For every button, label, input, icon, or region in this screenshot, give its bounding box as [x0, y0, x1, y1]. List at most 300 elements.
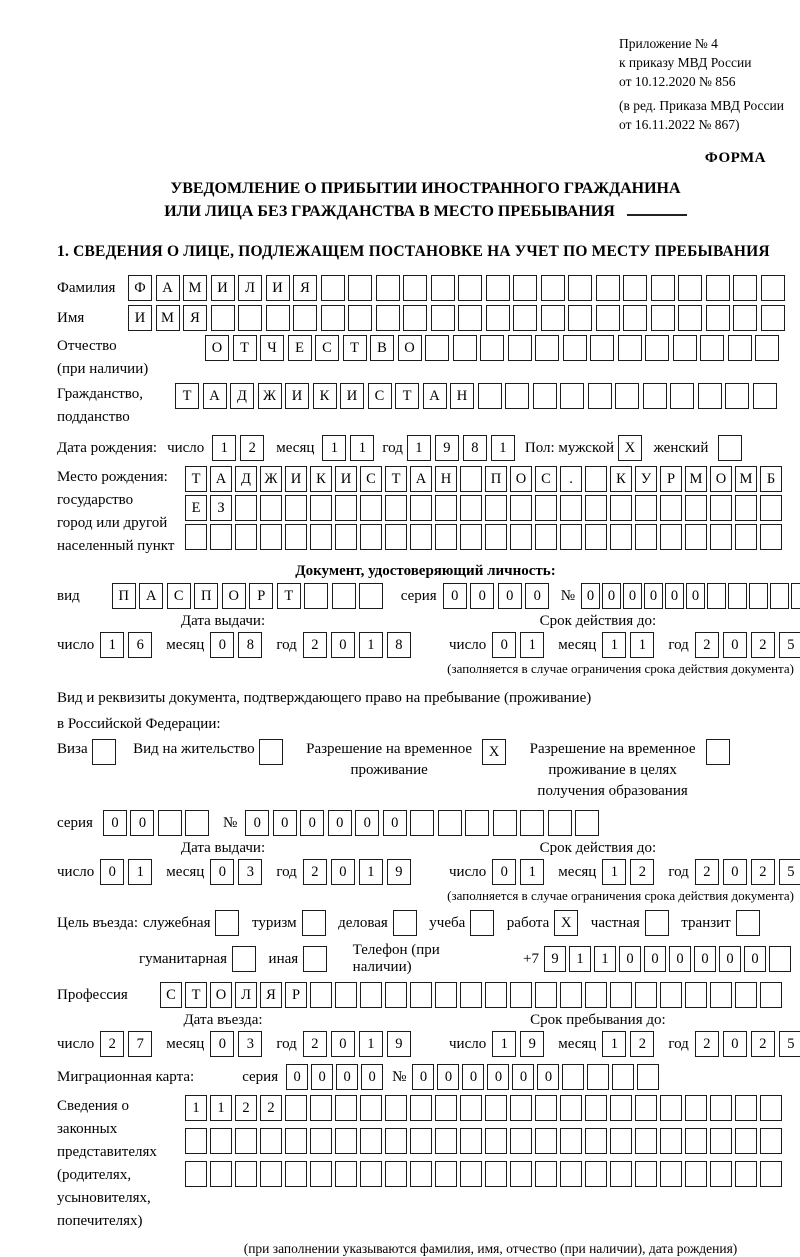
char-cell[interactable] — [585, 1128, 607, 1154]
char-cell[interactable]: И — [285, 383, 309, 409]
char-cell[interactable] — [460, 1095, 482, 1121]
char-cell[interactable] — [285, 1161, 307, 1187]
char-cell[interactable] — [575, 810, 599, 836]
char-cell[interactable] — [596, 305, 620, 331]
char-cell[interactable] — [610, 982, 632, 1008]
char-cell[interactable]: 1 — [322, 435, 346, 461]
char-cell[interactable] — [431, 305, 455, 331]
char-cell[interactable]: С — [160, 982, 182, 1008]
char-cell[interactable] — [485, 524, 507, 550]
char-cell[interactable] — [360, 982, 382, 1008]
char-cell[interactable] — [435, 1095, 457, 1121]
char-cell[interactable]: 0 — [537, 1064, 559, 1090]
char-cell[interactable] — [535, 1095, 557, 1121]
char-cell[interactable] — [438, 810, 462, 836]
char-cell[interactable]: 1 — [100, 632, 124, 658]
char-cell[interactable]: 2 — [303, 1031, 327, 1057]
char-cell[interactable]: О — [398, 335, 422, 361]
char-cell[interactable]: 1 — [359, 1031, 383, 1057]
char-cell[interactable] — [761, 305, 785, 331]
char-cell[interactable]: Я — [293, 275, 317, 301]
char-cell[interactable] — [510, 495, 532, 521]
char-cell[interactable]: И — [128, 305, 152, 331]
char-cell[interactable]: 0 — [437, 1064, 459, 1090]
char-cell[interactable]: 0 — [694, 946, 716, 972]
char-cell[interactable] — [335, 1095, 357, 1121]
char-cell[interactable]: Е — [288, 335, 312, 361]
birth-year-cells[interactable] — [407, 435, 519, 461]
char-cell[interactable]: А — [203, 383, 227, 409]
char-cell[interactable] — [185, 810, 209, 836]
char-cell[interactable]: 1 — [491, 435, 515, 461]
purpose-other-checkbox[interactable] — [303, 946, 331, 972]
char-cell[interactable]: 0 — [412, 1064, 434, 1090]
char-cell[interactable]: 0 — [130, 810, 154, 836]
char-cell[interactable]: 8 — [463, 435, 487, 461]
char-cell[interactable]: 0 — [644, 583, 663, 609]
char-cell[interactable] — [335, 1128, 357, 1154]
birth-place-cells-1[interactable] — [185, 466, 785, 492]
char-cell[interactable] — [791, 583, 800, 609]
char-cell[interactable] — [660, 1161, 682, 1187]
doc-expiry-day[interactable] — [492, 632, 548, 658]
char-cell[interactable] — [541, 305, 565, 331]
residence-issue-month[interactable] — [210, 859, 266, 885]
char-cell[interactable]: 0 — [719, 946, 741, 972]
char-cell[interactable] — [460, 495, 482, 521]
char-cell[interactable] — [310, 1128, 332, 1154]
doc-series-cells[interactable] — [443, 583, 553, 609]
char-cell[interactable] — [302, 910, 326, 936]
char-cell[interactable]: X — [554, 910, 578, 936]
char-cell[interactable]: 0 — [210, 1031, 234, 1057]
char-cell[interactable] — [470, 910, 494, 936]
char-cell[interactable]: Я — [183, 305, 207, 331]
char-cell[interactable] — [435, 524, 457, 550]
char-cell[interactable]: Р — [660, 466, 682, 492]
char-cell[interactable] — [435, 1161, 457, 1187]
char-cell[interactable] — [535, 495, 557, 521]
char-cell[interactable]: О — [205, 335, 229, 361]
birth-month-cells[interactable] — [322, 435, 378, 461]
char-cell[interactable] — [623, 305, 647, 331]
char-cell[interactable] — [510, 1128, 532, 1154]
char-cell[interactable]: 0 — [723, 632, 747, 658]
char-cell[interactable]: 9 — [520, 1031, 544, 1057]
char-cell[interactable]: 3 — [238, 859, 262, 885]
char-cell[interactable]: И — [211, 275, 235, 301]
char-cell[interactable]: М — [183, 275, 207, 301]
char-cell[interactable]: Т — [385, 466, 407, 492]
char-cell[interactable] — [348, 305, 372, 331]
char-cell[interactable]: 0 — [443, 583, 467, 609]
char-cell[interactable] — [513, 275, 537, 301]
char-cell[interactable]: Д — [230, 383, 254, 409]
entry-month[interactable] — [210, 1031, 266, 1057]
char-cell[interactable] — [760, 1161, 782, 1187]
char-cell[interactable] — [376, 275, 400, 301]
char-cell[interactable] — [645, 910, 669, 936]
char-cell[interactable]: 0 — [245, 810, 269, 836]
char-cell[interactable] — [618, 335, 642, 361]
char-cell[interactable]: 2 — [751, 632, 775, 658]
char-cell[interactable] — [285, 524, 307, 550]
char-cell[interactable] — [460, 1128, 482, 1154]
char-cell[interactable] — [685, 524, 707, 550]
char-cell[interactable] — [673, 335, 697, 361]
char-cell[interactable] — [678, 275, 702, 301]
char-cell[interactable] — [185, 1128, 207, 1154]
char-cell[interactable]: 1 — [407, 435, 431, 461]
char-cell[interactable] — [385, 1128, 407, 1154]
char-cell[interactable]: 0 — [686, 583, 705, 609]
char-cell[interactable] — [510, 1161, 532, 1187]
char-cell[interactable]: 2 — [695, 859, 719, 885]
char-cell[interactable] — [568, 305, 592, 331]
char-cell[interactable]: С — [535, 466, 557, 492]
char-cell[interactable] — [485, 1161, 507, 1187]
char-cell[interactable] — [706, 305, 730, 331]
char-cell[interactable] — [710, 1161, 732, 1187]
char-cell[interactable]: Е — [185, 495, 207, 521]
char-cell[interactable] — [393, 910, 417, 936]
char-cell[interactable]: Д — [235, 466, 257, 492]
char-cell[interactable]: З — [210, 495, 232, 521]
char-cell[interactable] — [185, 524, 207, 550]
char-cell[interactable]: 0 — [210, 632, 234, 658]
char-cell[interactable]: 2 — [303, 859, 327, 885]
char-cell[interactable] — [285, 1128, 307, 1154]
char-cell[interactable] — [510, 524, 532, 550]
char-cell[interactable] — [706, 739, 730, 765]
char-cell[interactable] — [435, 1128, 457, 1154]
char-cell[interactable] — [321, 305, 345, 331]
char-cell[interactable]: О — [210, 982, 232, 1008]
char-cell[interactable] — [635, 1128, 657, 1154]
char-cell[interactable] — [560, 383, 584, 409]
char-cell[interactable] — [335, 524, 357, 550]
char-cell[interactable]: И — [266, 275, 290, 301]
purpose-study-checkbox[interactable] — [470, 910, 498, 936]
doc-issue-day[interactable] — [100, 632, 156, 658]
char-cell[interactable] — [769, 946, 791, 972]
char-cell[interactable] — [535, 1128, 557, 1154]
char-cell[interactable]: 0 — [311, 1064, 333, 1090]
char-cell[interactable] — [760, 495, 782, 521]
char-cell[interactable] — [321, 275, 345, 301]
char-cell[interactable] — [735, 1095, 757, 1121]
char-cell[interactable]: 5 — [779, 859, 800, 885]
char-cell[interactable] — [707, 583, 726, 609]
char-cell[interactable]: 0 — [492, 859, 516, 885]
char-cell[interactable] — [718, 435, 742, 461]
char-cell[interactable]: Ж — [258, 383, 282, 409]
residence-series-cells[interactable] — [103, 810, 213, 836]
char-cell[interactable] — [485, 1095, 507, 1121]
char-cell[interactable]: 1 — [492, 1031, 516, 1057]
purpose-work-checkbox[interactable] — [554, 910, 582, 936]
char-cell[interactable] — [660, 524, 682, 550]
char-cell[interactable] — [403, 275, 427, 301]
char-cell[interactable] — [749, 583, 768, 609]
char-cell[interactable] — [706, 275, 730, 301]
char-cell[interactable] — [520, 810, 544, 836]
char-cell[interactable] — [610, 495, 632, 521]
char-cell[interactable] — [585, 1161, 607, 1187]
char-cell[interactable]: С — [315, 335, 339, 361]
char-cell[interactable] — [585, 982, 607, 1008]
profession-cells[interactable] — [160, 982, 785, 1008]
char-cell[interactable] — [770, 583, 789, 609]
char-cell[interactable] — [560, 1095, 582, 1121]
char-cell[interactable]: 0 — [744, 946, 766, 972]
char-cell[interactable] — [635, 982, 657, 1008]
char-cell[interactable] — [725, 383, 749, 409]
migration-series-cells[interactable] — [286, 1064, 386, 1090]
char-cell[interactable]: П — [194, 583, 218, 609]
char-cell[interactable] — [410, 524, 432, 550]
char-cell[interactable]: 0 — [723, 1031, 747, 1057]
char-cell[interactable] — [761, 275, 785, 301]
char-cell[interactable]: А — [156, 275, 180, 301]
char-cell[interactable] — [458, 275, 482, 301]
char-cell[interactable]: 5 — [779, 632, 800, 658]
residence-number-cells[interactable] — [245, 810, 603, 836]
char-cell[interactable]: 2 — [100, 1031, 124, 1057]
legal-reps-cells-2[interactable] — [185, 1128, 785, 1154]
char-cell[interactable]: 0 — [669, 946, 691, 972]
char-cell[interactable] — [360, 524, 382, 550]
char-cell[interactable] — [460, 524, 482, 550]
char-cell[interactable] — [585, 1095, 607, 1121]
char-cell[interactable] — [410, 1128, 432, 1154]
char-cell[interactable] — [710, 495, 732, 521]
purpose-private-checkbox[interactable] — [645, 910, 673, 936]
char-cell[interactable] — [760, 1128, 782, 1154]
char-cell[interactable]: 9 — [387, 1031, 411, 1057]
char-cell[interactable] — [310, 1095, 332, 1121]
char-cell[interactable] — [210, 1128, 232, 1154]
char-cell[interactable] — [210, 524, 232, 550]
char-cell[interactable] — [728, 335, 752, 361]
char-cell[interactable] — [728, 583, 747, 609]
char-cell[interactable]: М — [735, 466, 757, 492]
char-cell[interactable] — [735, 524, 757, 550]
char-cell[interactable] — [588, 383, 612, 409]
char-cell[interactable] — [710, 1095, 732, 1121]
char-cell[interactable] — [596, 275, 620, 301]
char-cell[interactable]: Т — [185, 982, 207, 1008]
char-cell[interactable]: 1 — [569, 946, 591, 972]
doc-expiry-year[interactable] — [695, 632, 800, 658]
char-cell[interactable]: А — [139, 583, 163, 609]
char-cell[interactable]: О — [222, 583, 246, 609]
char-cell[interactable]: 0 — [581, 583, 600, 609]
char-cell[interactable] — [560, 1161, 582, 1187]
char-cell[interactable] — [435, 495, 457, 521]
char-cell[interactable] — [753, 383, 777, 409]
char-cell[interactable]: Т — [395, 383, 419, 409]
char-cell[interactable] — [260, 1128, 282, 1154]
char-cell[interactable] — [733, 275, 757, 301]
char-cell[interactable] — [685, 495, 707, 521]
char-cell[interactable] — [735, 1161, 757, 1187]
char-cell[interactable] — [453, 335, 477, 361]
char-cell[interactable] — [478, 383, 502, 409]
char-cell[interactable] — [760, 524, 782, 550]
char-cell[interactable]: 0 — [383, 810, 407, 836]
char-cell[interactable]: Т — [175, 383, 199, 409]
char-cell[interactable]: 0 — [623, 583, 642, 609]
char-cell[interactable]: 0 — [525, 583, 549, 609]
char-cell[interactable]: 0 — [644, 946, 666, 972]
char-cell[interactable]: Ж — [260, 466, 282, 492]
visa-checkbox[interactable] — [92, 739, 120, 765]
char-cell[interactable] — [587, 1064, 609, 1090]
char-cell[interactable] — [310, 982, 332, 1008]
char-cell[interactable]: Ч — [260, 335, 284, 361]
char-cell[interactable] — [310, 524, 332, 550]
char-cell[interactable] — [660, 495, 682, 521]
char-cell[interactable] — [685, 982, 707, 1008]
char-cell[interactable] — [610, 1095, 632, 1121]
char-cell[interactable] — [335, 495, 357, 521]
char-cell[interactable]: С — [167, 583, 191, 609]
char-cell[interactable] — [645, 335, 669, 361]
purpose-tourism-checkbox[interactable] — [302, 910, 330, 936]
char-cell[interactable]: 9 — [387, 859, 411, 885]
char-cell[interactable] — [232, 946, 256, 972]
char-cell[interactable]: 0 — [723, 859, 747, 885]
temp-residence-education-checkbox[interactable] — [706, 739, 734, 765]
char-cell[interactable]: В — [370, 335, 394, 361]
legal-reps-cells-1[interactable] — [185, 1095, 785, 1121]
char-cell[interactable]: 0 — [355, 810, 379, 836]
char-cell[interactable]: С — [368, 383, 392, 409]
char-cell[interactable] — [733, 305, 757, 331]
char-cell[interactable] — [460, 466, 482, 492]
char-cell[interactable] — [610, 524, 632, 550]
char-cell[interactable]: 0 — [328, 810, 352, 836]
char-cell[interactable] — [285, 495, 307, 521]
char-cell[interactable] — [460, 982, 482, 1008]
char-cell[interactable]: 0 — [665, 583, 684, 609]
char-cell[interactable] — [360, 1161, 382, 1187]
purpose-commercial-checkbox[interactable] — [393, 910, 421, 936]
char-cell[interactable]: А — [423, 383, 447, 409]
char-cell[interactable]: 2 — [630, 1031, 654, 1057]
birth-place-cells-3[interactable] — [185, 524, 785, 550]
char-cell[interactable] — [485, 495, 507, 521]
char-cell[interactable]: 0 — [470, 583, 494, 609]
char-cell[interactable] — [410, 982, 432, 1008]
migration-number-cells[interactable] — [412, 1064, 662, 1090]
doc-issue-month[interactable] — [210, 632, 266, 658]
char-cell[interactable] — [533, 383, 557, 409]
char-cell[interactable] — [293, 305, 317, 331]
char-cell[interactable]: 0 — [103, 810, 127, 836]
char-cell[interactable] — [560, 524, 582, 550]
char-cell[interactable] — [560, 495, 582, 521]
char-cell[interactable] — [359, 583, 383, 609]
char-cell[interactable]: 2 — [630, 859, 654, 885]
char-cell[interactable]: Т — [277, 583, 301, 609]
char-cell[interactable]: И — [285, 466, 307, 492]
char-cell[interactable] — [651, 275, 675, 301]
char-cell[interactable] — [335, 982, 357, 1008]
char-cell[interactable]: Т — [185, 466, 207, 492]
char-cell[interactable] — [535, 1161, 557, 1187]
doc-issue-year[interactable] — [303, 632, 415, 658]
char-cell[interactable] — [465, 810, 489, 836]
char-cell[interactable]: 1 — [359, 859, 383, 885]
char-cell[interactable]: Л — [238, 275, 262, 301]
male-checkbox[interactable] — [618, 435, 646, 461]
char-cell[interactable] — [710, 982, 732, 1008]
char-cell[interactable] — [332, 583, 356, 609]
char-cell[interactable] — [185, 1161, 207, 1187]
residence-permit-checkbox[interactable] — [259, 739, 287, 765]
char-cell[interactable] — [585, 524, 607, 550]
char-cell[interactable]: 1 — [128, 859, 152, 885]
char-cell[interactable] — [211, 305, 235, 331]
char-cell[interactable]: 0 — [602, 583, 621, 609]
char-cell[interactable]: . — [560, 466, 582, 492]
char-cell[interactable] — [563, 335, 587, 361]
char-cell[interactable]: 1 — [520, 859, 544, 885]
char-cell[interactable] — [238, 305, 262, 331]
char-cell[interactable] — [410, 1095, 432, 1121]
char-cell[interactable] — [460, 1161, 482, 1187]
char-cell[interactable] — [92, 739, 116, 765]
residence-issue-day[interactable] — [100, 859, 156, 885]
char-cell[interactable]: 0 — [100, 859, 124, 885]
char-cell[interactable] — [435, 982, 457, 1008]
stay-year[interactable] — [695, 1031, 800, 1057]
stay-month[interactable] — [602, 1031, 658, 1057]
char-cell[interactable]: О — [710, 466, 732, 492]
char-cell[interactable]: Ф — [128, 275, 152, 301]
char-cell[interactable] — [670, 383, 694, 409]
purpose-business-checkbox[interactable] — [215, 910, 243, 936]
char-cell[interactable]: Р — [285, 982, 307, 1008]
char-cell[interactable]: Я — [260, 982, 282, 1008]
char-cell[interactable] — [304, 583, 328, 609]
char-cell[interactable] — [660, 1128, 682, 1154]
char-cell[interactable] — [510, 1095, 532, 1121]
doc-expiry-month[interactable] — [602, 632, 658, 658]
char-cell[interactable]: 1 — [212, 435, 236, 461]
char-cell[interactable]: 9 — [435, 435, 459, 461]
char-cell[interactable]: 8 — [238, 632, 262, 658]
char-cell[interactable] — [310, 495, 332, 521]
char-cell[interactable] — [410, 495, 432, 521]
purpose-humanitarian-checkbox[interactable] — [232, 946, 260, 972]
char-cell[interactable]: И — [335, 466, 357, 492]
surname-cells[interactable] — [128, 275, 788, 301]
char-cell[interactable]: 0 — [361, 1064, 383, 1090]
char-cell[interactable] — [310, 1161, 332, 1187]
char-cell[interactable]: 0 — [331, 632, 355, 658]
char-cell[interactable]: Т — [233, 335, 257, 361]
char-cell[interactable]: 2 — [751, 1031, 775, 1057]
citizenship-cells[interactable] — [175, 383, 780, 409]
char-cell[interactable] — [560, 1128, 582, 1154]
char-cell[interactable]: 0 — [210, 859, 234, 885]
char-cell[interactable] — [755, 335, 779, 361]
char-cell[interactable] — [508, 335, 532, 361]
char-cell[interactable] — [505, 383, 529, 409]
